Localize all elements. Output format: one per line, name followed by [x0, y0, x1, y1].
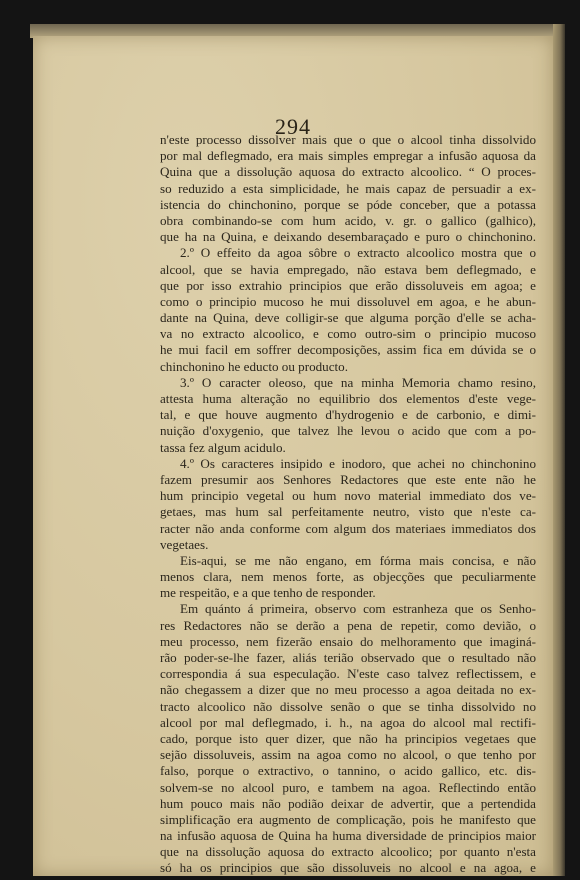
text-line: hum principio vegetal ou hum novo material immediato dos ve- [160, 488, 536, 504]
text-line: dante na Quina, deve colligir-se que alguma porção d'elle se acha- [160, 310, 536, 326]
text-line: tal, e que houve augmento d'hydrogenio e de carbonio, e dimi- [160, 407, 536, 423]
text-line: rão poder-se-lhe fazer, aliás terião observado que o resultado não [160, 650, 536, 665]
text-line: he mui facil em soffrer decomposições, assim fica em dúvida se o [160, 342, 536, 358]
text-line: que na dissolução aquosa do extracto alcoolico; por quanto n'esta [160, 844, 536, 860]
text-line: hum pouco mais não podião deixar de advertir, que a pertendida [160, 795, 536, 811]
text-line: tassa fez algum acidulo. [160, 439, 286, 455]
text-line: va no extracto alcoolico, e como outro-sim o principio mucoso [160, 326, 536, 342]
text-line: racter não anda conforme com algum dos materiaes immediatos dos [160, 520, 536, 536]
text-line: na infusão aquosa de Quina ha huma diversidade de principios maior [160, 828, 536, 844]
text-line: nuição d'oxygenio, que talvez lhe levou o acido que com a po- [160, 423, 536, 439]
text-line: simplificação era augmento de complicação, pois he manifesto que [160, 811, 536, 827]
text-line: attesta huma alteração no equilibrio dos elementos d'este vege- [160, 391, 536, 406]
text-line: Em quánto á primeira, observo com estranheza que os Senho- [180, 601, 536, 617]
text-line: como o principio mucoso he mui dissoluvel em agoa, e he abun- [160, 293, 536, 309]
text-line: obra combinando-se com hum acido, v. gr. o gallico (galhico), [160, 212, 536, 228]
text-line: que ha na Quina, e deixando desembaraçado e puro o chinchonino. [160, 229, 536, 245]
text-line: so reduzido a esta simplicidade, he mais capaz de persuadir a ex- [160, 180, 536, 196]
text-line: tracto alcoolico não dissolve senão o que se tinha dissolvido no [160, 698, 536, 714]
text-line: cado, porque isto quer dizer, que não ha principios vegetaes que [160, 730, 536, 746]
text-line: que por isso extrahio principios que erão dissoluveis em agoa; e [160, 277, 536, 293]
text-line: Eis-aqui, se me não engano, em fórma mais concisa, e não [180, 552, 536, 568]
text-line: menos clara, nem menos forte, as objecções que peculiarmente [160, 569, 536, 585]
text-line: correspondia á sua especulação. N'este caso talvez reflectissem, e [160, 666, 536, 682]
text-line: 4.º Os caracteres insipido e inodoro, que achei no chinchonino [180, 455, 536, 471]
text-line: alcool por mal deflegmado, i. h., na agoa do alcool mal rectifi- [160, 714, 536, 730]
text-line: vegetaes. [160, 536, 209, 552]
text-line: alcool, que se havia empregado, não estava bem deflegmado, e [160, 261, 536, 277]
text-line: Quina que a dissolução aquosa do extracto alcoolico. “ O proces- [160, 164, 536, 180]
book-right-edge [553, 24, 565, 876]
text-line: res Redactores não se derão a pena de repetir, como devião, o [160, 617, 536, 633]
text-line: n'este processo dissolver mais que o que o alcool tinha dissolvido [160, 132, 536, 147]
text-line: istencia do chinchonino, porque se póde conceber, que a potassa [160, 196, 536, 212]
text-line: getaes, mas hum sal perfeitamente neutro, visto que n'este ca- [160, 504, 536, 520]
text-line: sejão dissoluveis, assim na agoa como no alcool, o que tenho por [160, 747, 536, 763]
page-body-text [160, 132, 536, 877]
text-line: meu processo, nem fizerão ensaio do melhoramento que imaginá- [160, 633, 536, 649]
text-line: 2.º O effeito da agoa sôbre o extracto alcoolico mostra que o [180, 245, 536, 261]
text-line: solvem-se no alcool puro, e tambem na agoa. Reflectindo então [160, 779, 536, 795]
page-number: 294 [275, 114, 311, 139]
text-line: me respeitão, e a que tenho de responder. [160, 585, 376, 601]
text-line: por mal deflegmado, era mais simples empregar a infusão aquosa da [160, 148, 536, 164]
text-line: 3.º O caracter oleoso, que na minha Memoria chamo resino, [180, 374, 536, 390]
text-line: só ha os principios que são dissoluveis no alcool e na agoa, e [160, 860, 536, 876]
text-line: fazem presumir aos Senhores Redactores que este ente não he [160, 471, 536, 487]
text-line: falso, porque o extractivo, o tannino, o acido gallico, etc. dis- [160, 763, 536, 779]
text-line: não chegassem a dizer que no meu processo a agoa deitada no ex- [160, 682, 536, 698]
text-line: chinchonino he educto ou producto. [160, 358, 348, 374]
